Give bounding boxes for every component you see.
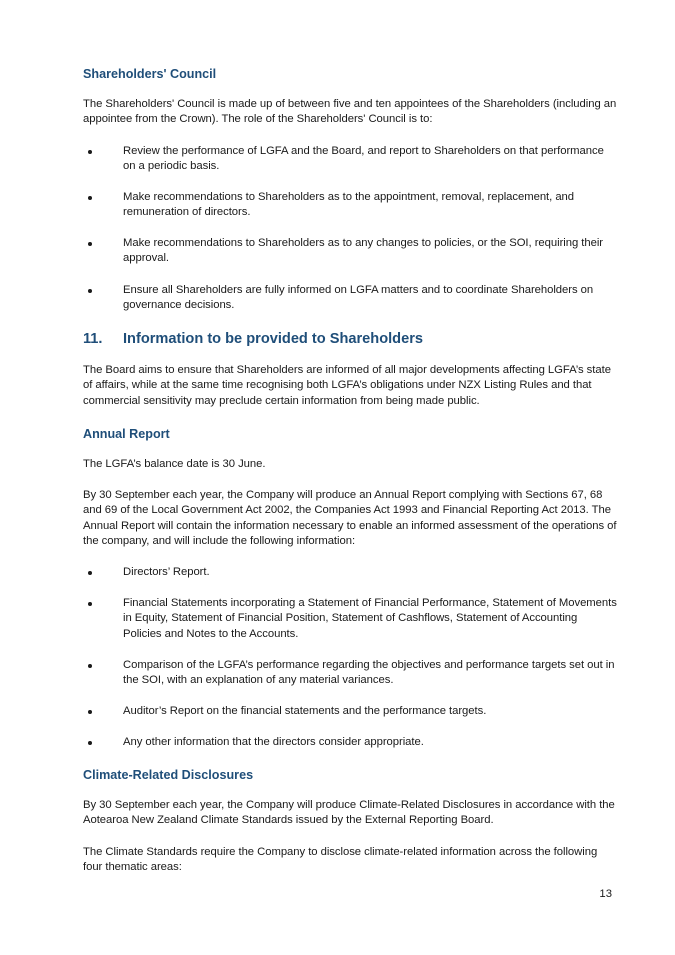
list-item: [83, 735, 618, 750]
bullet-icon: [88, 710, 92, 714]
list-item-text: Ensure all Shareholders are fully informed on LGFA matters and to coordinate Shareholders on governance decisions.: [123, 284, 594, 312]
list-item-text: Auditor’s Report on the financial statements and the performance targets.: [123, 705, 487, 717]
list-item-text: Directors’ Report.: [123, 566, 210, 578]
climate-body-2: The Climate Standards require the Company to disclose climate-related information across the following four thematic areas:: [83, 846, 598, 874]
section-number: 11.: [83, 331, 103, 347]
section-heading-annual-report: Annual Report: [83, 427, 170, 441]
information-body: The Board aims to ensure that Shareholders are informed of all major developments affecting LGFA’s state of affairs, while at the same time recognising both LGFA’s obligations under NZX Listing Rules and that commercial sensitivity may preclude certain information from being made public.: [83, 364, 611, 407]
list-item: [83, 704, 618, 719]
list-item-text: Financial Statements incorporating a Statement of Financial Performance, Statement of Movements in Equity, Statement of Financial Position, Statement of Cashflows, Statement of Accounting Policies and Notes to the Accounts.: [123, 597, 617, 640]
list-item: [83, 190, 618, 221]
list-item-text: Review the performance of LGFA and the Board, and report to Shareholders on that performance on a periodic basis.: [123, 145, 604, 173]
section-heading-information: [83, 330, 423, 348]
shareholders-council-intro: The Shareholders' Council is made up of between five and ten appointees of the Shareholders (including an appointee from the Crown). The role of the Shareholders' Council is to:: [83, 98, 617, 126]
list-item: [83, 144, 618, 175]
section-title: Information to be provided to Shareholders: [123, 331, 424, 347]
list-item: [83, 658, 618, 689]
list-item-text: Any other information that the directors consider appropriate.: [123, 736, 424, 748]
section-heading-climate: Climate-Related Disclosures: [83, 768, 254, 782]
bullet-icon: [88, 196, 92, 200]
bullet-icon: [88, 571, 92, 575]
bullet-icon: [88, 150, 92, 154]
list-item: [83, 596, 618, 642]
bullet-icon: [88, 602, 92, 606]
list-item: [83, 283, 618, 314]
list-item: [83, 236, 618, 267]
bullet-icon: [88, 741, 92, 745]
section-heading-shareholders-council: Shareholders' Council: [83, 67, 217, 81]
bullet-icon: [88, 242, 92, 246]
balance-date-text: The LGFA’s balance date is 30 June.: [83, 458, 266, 470]
bullet-icon: [88, 664, 92, 668]
annual-report-body: By 30 September each year, the Company will produce an Annual Report complying with Sections 67, 68 and 69 of the Local Government Act 2002, the Companies Act 1993 and Financial Reporting Act 2013. The Annual Report will contain the information necessary to enable an informed assessment of the operations of the company, and will include the following information:: [83, 489, 617, 548]
list-item-text: Comparison of the LGFA’s performance regarding the objectives and performance targets set out in the SOI, with an explanation of any material variances.: [123, 659, 615, 687]
climate-body-1: By 30 September each year, the Company will produce Climate-Related Disclosures in accordance with the Aotearoa New Zealand Climate Standards issued by the External Reporting Board.: [83, 799, 615, 827]
page-number: 13: [599, 888, 612, 900]
list-item-text: Make recommendations to Shareholders as to any changes to policies, or the SOI, requiring their approval.: [123, 237, 604, 265]
list-item: [83, 565, 618, 580]
bullet-icon: [88, 289, 92, 293]
list-item-text: Make recommendations to Shareholders as to the appointment, removal, replacement, and remuneration of directors.: [123, 191, 575, 219]
